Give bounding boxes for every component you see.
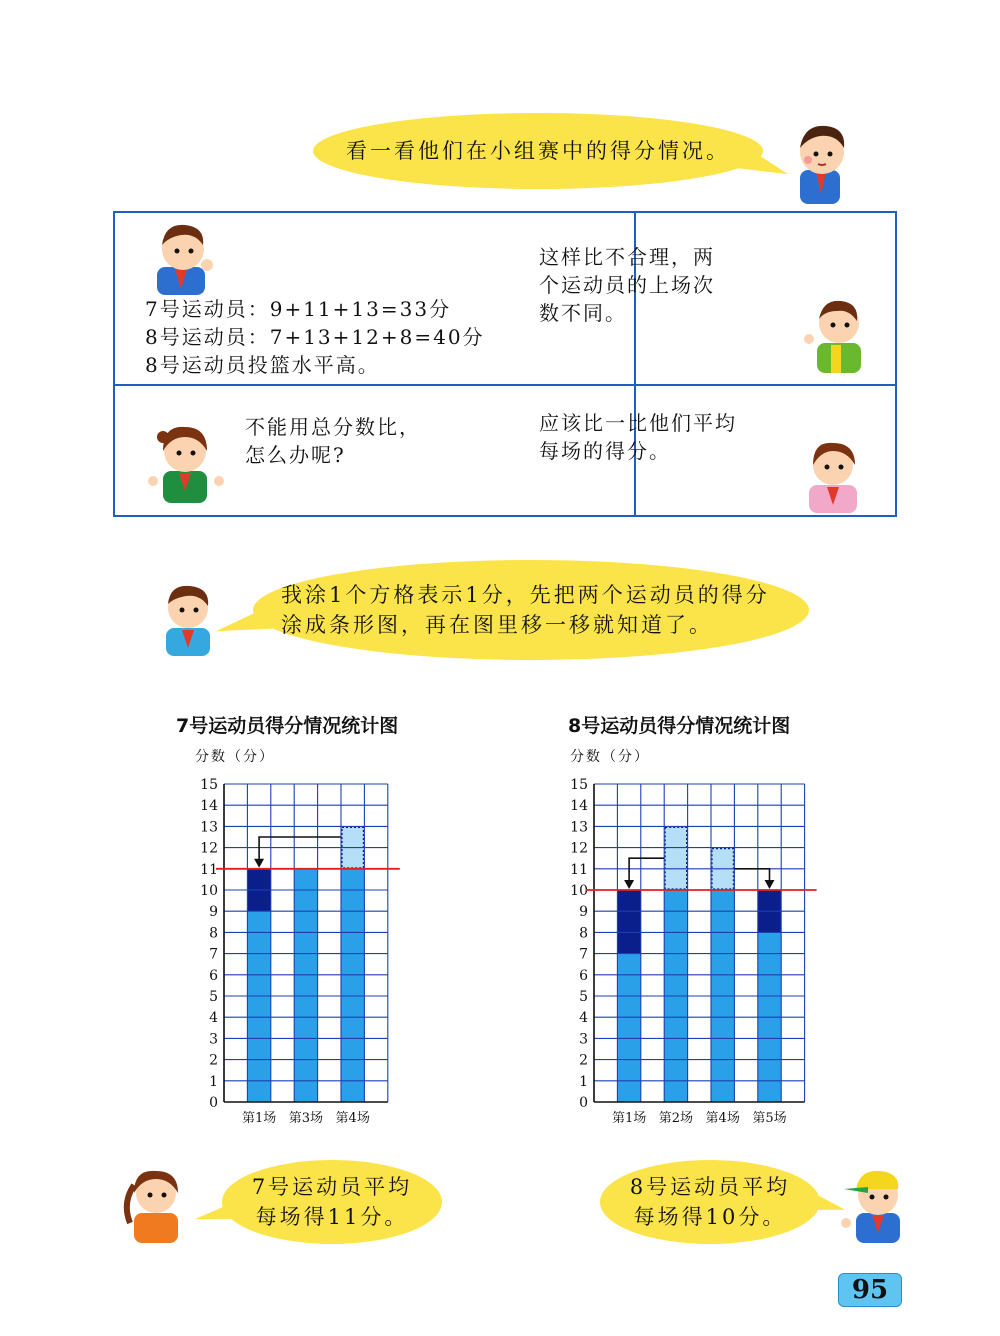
cell4-line1: 应该比一比他们平均	[539, 411, 737, 435]
y-tick-label: 10	[200, 883, 218, 899]
y-tick-label: 5	[579, 989, 588, 1005]
cell1-line2: 8号运动员：7+13+12+8=40分	[145, 325, 485, 349]
y-tick-label: 1	[209, 1073, 218, 1090]
y-tick-label: 2	[579, 1052, 588, 1069]
top-speech-bubble	[313, 113, 763, 189]
bottom-left-line2: 每场得11分。	[255, 1205, 409, 1229]
cell1-line3: 8号运动员投篮水平高。	[145, 353, 380, 377]
cell3-line1: 不能用总分数比，	[245, 415, 421, 439]
category-label: 第1场	[241, 1111, 277, 1126]
y-tick-label: 3	[209, 1031, 218, 1048]
bar-2	[294, 869, 317, 1102]
y-tick-label: 7	[579, 946, 588, 963]
y-tick-label: 14	[200, 798, 218, 815]
y-tick-label: 6	[209, 967, 218, 984]
cell2-line1: 这样比不合理，两	[539, 245, 715, 269]
boy-thinking-icon	[151, 219, 221, 295]
y-tick-label: 1	[579, 1073, 588, 1090]
bottom-right-line1: 8号运动员平均	[629, 1175, 791, 1199]
move-arrow	[629, 858, 664, 886]
y-tick-label: 6	[579, 967, 588, 984]
bottom-left-speech-bubble	[222, 1160, 442, 1244]
cell2-line2: 个运动员的上场次	[539, 273, 715, 297]
bar-1	[617, 954, 640, 1102]
bottom-right-line2: 每场得10分。	[633, 1205, 787, 1229]
chart2-plot	[560, 772, 820, 1134]
boy-green-vest-icon	[801, 293, 871, 373]
girl-orange-icon	[118, 1163, 198, 1243]
y-tick-label: 5	[209, 989, 218, 1005]
y-tick-label: 8	[209, 925, 218, 942]
category-label: 第5场	[752, 1111, 787, 1126]
bottom-left-line1: 7号运动员平均	[251, 1175, 413, 1199]
move-arrow-head	[254, 859, 264, 868]
category-label: 第1场	[611, 1111, 647, 1126]
girl-character-icon	[147, 419, 227, 503]
y-tick-label: 15	[570, 777, 588, 793]
page-number: 95	[838, 1273, 902, 1307]
chart1-plot	[190, 772, 410, 1134]
category-label: 第3场	[288, 1111, 324, 1126]
discussion-table	[113, 211, 897, 517]
middle-speech-bubble	[253, 560, 809, 660]
y-tick-label: 4	[209, 1010, 218, 1027]
boy-cap-icon	[838, 1163, 914, 1243]
move-arrow	[734, 869, 769, 886]
middle-bubble-line2: 涂成条形图，再在图里移一移就知道了。	[281, 613, 713, 637]
move-arrow	[259, 837, 341, 865]
bottom-right-speech-bubble	[600, 1160, 820, 1244]
category-label: 第4场	[705, 1111, 740, 1126]
y-tick-label: 10	[570, 883, 588, 899]
excess-portion-2	[664, 826, 687, 890]
chart1-title: 7号运动员得分情况统计图	[176, 715, 399, 737]
cell4-line2: 每场的得分。	[539, 439, 671, 463]
moved-portion-1	[617, 890, 640, 954]
y-tick-label: 3	[579, 1031, 588, 1048]
y-tick-label: 11	[570, 861, 588, 878]
boy-character-icon	[786, 118, 856, 204]
chart2-ylabel: 分数（分）	[570, 749, 650, 765]
top-bubble-text: 看一看他们在小组赛中的得分情况。	[346, 139, 730, 163]
y-tick-label: 12	[200, 840, 218, 857]
bar-1	[247, 911, 270, 1102]
y-tick-label: 9	[579, 904, 588, 921]
y-tick-label: 9	[209, 904, 218, 921]
chart2-title: 8号运动员得分情况统计图	[568, 715, 791, 737]
bar-3	[341, 869, 364, 1102]
y-tick-label: 0	[209, 1095, 218, 1111]
move-arrow-head	[765, 880, 775, 889]
category-label: 第4场	[335, 1111, 370, 1126]
move-arrow-head	[624, 880, 634, 889]
cell2-line3: 数不同。	[539, 301, 627, 325]
y-tick-label: 2	[209, 1052, 218, 1069]
middle-bubble-line1: 我涂1个方格表示1分，先把两个运动员的得分	[281, 583, 770, 607]
y-tick-label: 14	[570, 798, 588, 815]
chart1-ylabel: 分数（分）	[195, 749, 275, 765]
y-tick-label: 8	[579, 925, 588, 942]
category-label: 第2场	[658, 1111, 694, 1126]
y-tick-label: 0	[579, 1095, 588, 1111]
boy-explaining-icon	[156, 580, 222, 656]
cell3-line2: 怎么办呢?	[245, 443, 346, 467]
y-tick-label: 4	[579, 1010, 588, 1027]
y-tick-label: 11	[200, 861, 218, 878]
y-tick-label: 7	[209, 946, 218, 963]
y-tick-label: 13	[200, 819, 218, 836]
y-tick-label: 15	[200, 777, 218, 793]
y-tick-label: 12	[570, 840, 588, 857]
cell1-line1: 7号运动员：9+11+13=33分	[145, 297, 452, 321]
y-tick-label: 13	[570, 819, 588, 836]
girl-pink-icon	[799, 435, 871, 513]
